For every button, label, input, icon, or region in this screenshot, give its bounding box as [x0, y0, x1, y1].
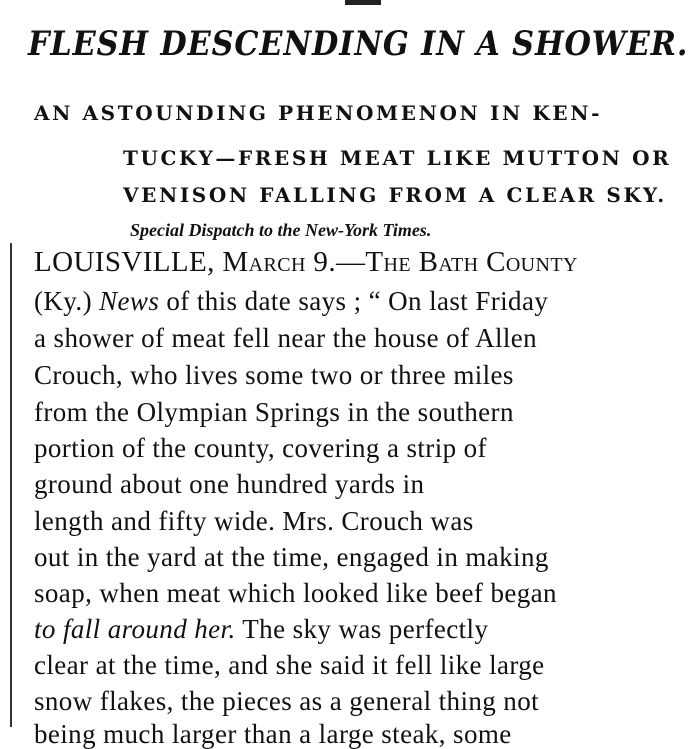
body-line-13 [34, 686, 686, 716]
body-text: (Ky.) [34, 286, 100, 316]
body-text: clear at the time, and she said it fell like large [34, 650, 545, 680]
body-line-7 [34, 469, 686, 499]
body-text: length and fifty wide. Mrs. Crouch was [34, 506, 474, 536]
headline: FLESH DESCENDING IN A SHOWER. [28, 24, 689, 64]
body-line-14 [34, 719, 686, 749]
body-line-11 [34, 614, 686, 644]
top-rule [345, 0, 381, 5]
body-text: LOUISVILLE, March 9.—The Bath County [34, 246, 578, 278]
body-line-3 [34, 323, 686, 353]
column-rule [10, 243, 12, 727]
body-line-9 [34, 542, 686, 572]
body-text: out in the yard at the time, engaged in making [34, 542, 549, 572]
body-line-10 [34, 578, 686, 608]
body-text: ground about one hundred yards in [34, 469, 425, 499]
body-line-1 [34, 247, 686, 277]
body-text: a shower of meat fell near the house of Allen [34, 323, 538, 353]
body-line-8 [34, 506, 686, 536]
body-text: being much larger than a large steak, some [34, 719, 512, 749]
dispatch-credit: Special Dispatch to the New-York Times. [130, 220, 432, 240]
publication-name: News [99, 286, 160, 316]
body-text: soap, when meat which looked like beef began [34, 578, 557, 608]
body-line-4 [34, 360, 686, 390]
deck-line-1: AN ASTOUNDING PHENOMENON IN KEN- [34, 101, 602, 125]
body-text-italic: to fall around her. [34, 614, 236, 644]
body-text: of this date says ; “ On last Friday [159, 286, 549, 316]
deck-line-2: TUCKY—FRESH MEAT LIKE MUTTON OR [123, 146, 672, 170]
body-line-6 [34, 433, 686, 463]
deck-line-3: VENISON FALLING FROM A CLEAR SKY. [123, 183, 667, 207]
body-text: portion of the county, covering a strip of [34, 433, 487, 463]
body-line-5 [34, 397, 686, 427]
body-text: Crouch, who lives some two or three miles [34, 360, 514, 390]
body-line-12 [34, 650, 686, 680]
body-text: from the Olympian Springs in the southern [34, 397, 514, 427]
body-line-2 [34, 286, 686, 316]
body-text: The sky was perfectly [235, 614, 489, 644]
body-text: snow flakes, the pieces as a general thing not [34, 686, 539, 716]
